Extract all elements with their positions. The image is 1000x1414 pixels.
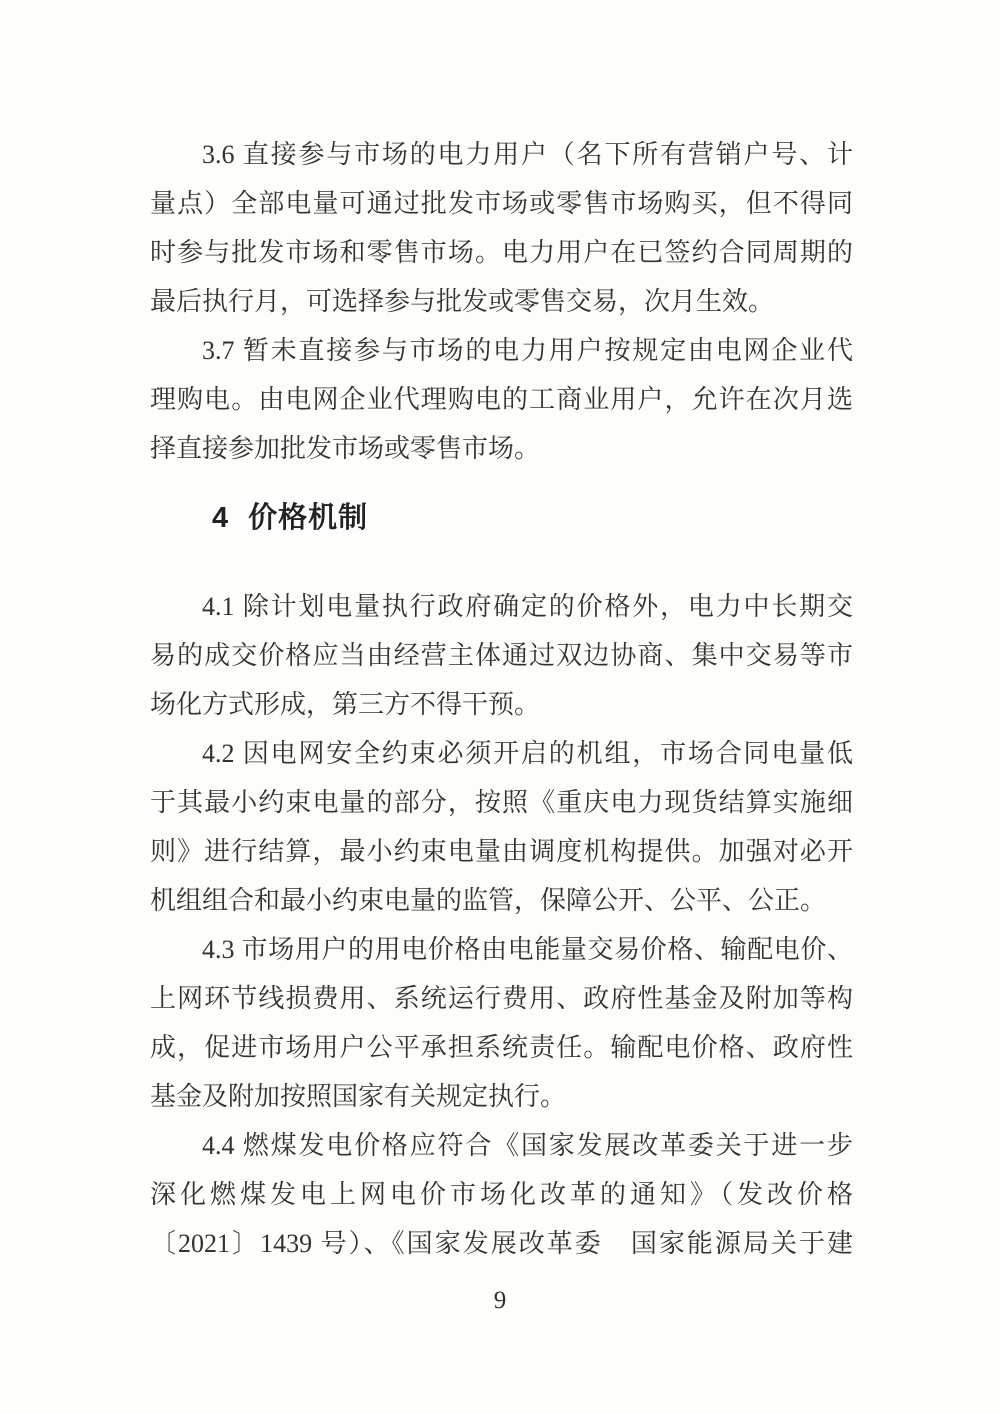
text-line: 机组组合和最小约束电量的监管，保障公开、公平、公正。 bbox=[150, 886, 827, 915]
text-line: 3.7 暂未直接参与市场的电力用户按规定由电网企业代 bbox=[202, 336, 853, 365]
text-line: 4.4 燃煤发电价格应符合《国家发展改革委关于进一步 bbox=[202, 1131, 853, 1160]
section-4-heading: 4 价格机制 bbox=[212, 502, 369, 534]
text-line: 基金及附加按照国家有关规定执行。 bbox=[150, 1082, 567, 1111]
text-line: 4.2 因电网安全约束必须开启的机组，市场合同电量低 bbox=[202, 739, 853, 768]
text-line: 4.1 除计划电量执行政府确定的价格外，电力中长期交 bbox=[202, 592, 853, 621]
text-line: 场化方式形成，第三方不得干预。 bbox=[150, 690, 541, 719]
text-line: 3.6 直接参与市场的电力用户（名下所有营销户号、计 bbox=[202, 140, 853, 169]
clause-4-1 bbox=[150, 582, 853, 729]
text-line: 成，促进市场用户公平承担系统责任。输配电价格、政府性 bbox=[150, 1033, 853, 1062]
text-line: 理购电。由电网企业代理购电的工商业用户，允许在次月选 bbox=[150, 385, 853, 414]
clause-4-3 bbox=[150, 925, 853, 1121]
clause-4-4 bbox=[150, 1121, 853, 1268]
text-line: 〔2021〕1439 号）、《国家发展改革委 国家能源局关于建 bbox=[150, 1229, 853, 1258]
text-line: 上网环节线损费用、系统运行费用、政府性基金及附加等构 bbox=[150, 984, 853, 1013]
text-line: 最后执行月，可选择参与批发或零售交易，次月生效。 bbox=[150, 287, 775, 316]
text-line: 则》进行结算，最小约束电量由调度机构提供。加强对必开 bbox=[150, 837, 853, 866]
text-line: 4.3 市场用户的用电价格由电能量交易价格、输配电价、 bbox=[202, 935, 853, 964]
text-line: 择直接参加批发市场或零售市场。 bbox=[150, 434, 541, 463]
clause-4-2 bbox=[150, 729, 853, 925]
clause-3-6 bbox=[150, 130, 853, 326]
document-body bbox=[150, 130, 853, 1268]
page-footer bbox=[0, 1276, 1000, 1325]
text-line: 时参与批发市场和零售市场。电力用户在已签约合同周期的 bbox=[150, 238, 853, 267]
text-line: 量点）全部电量可通过批发市场或零售市场购买，但不得同 bbox=[150, 189, 853, 218]
text-line: 易的成交价格应当由经营主体通过双边协商、集中交易等市 bbox=[150, 641, 853, 670]
text-line: 深化燃煤发电上网电价市场化改革的通知》（发改价格 bbox=[150, 1180, 853, 1209]
clause-3-7 bbox=[150, 326, 853, 473]
page-number: 9 bbox=[493, 1287, 507, 1314]
text-line: 于其最小约束电量的部分，按照《重庆电力现货结算实施细 bbox=[150, 788, 853, 817]
